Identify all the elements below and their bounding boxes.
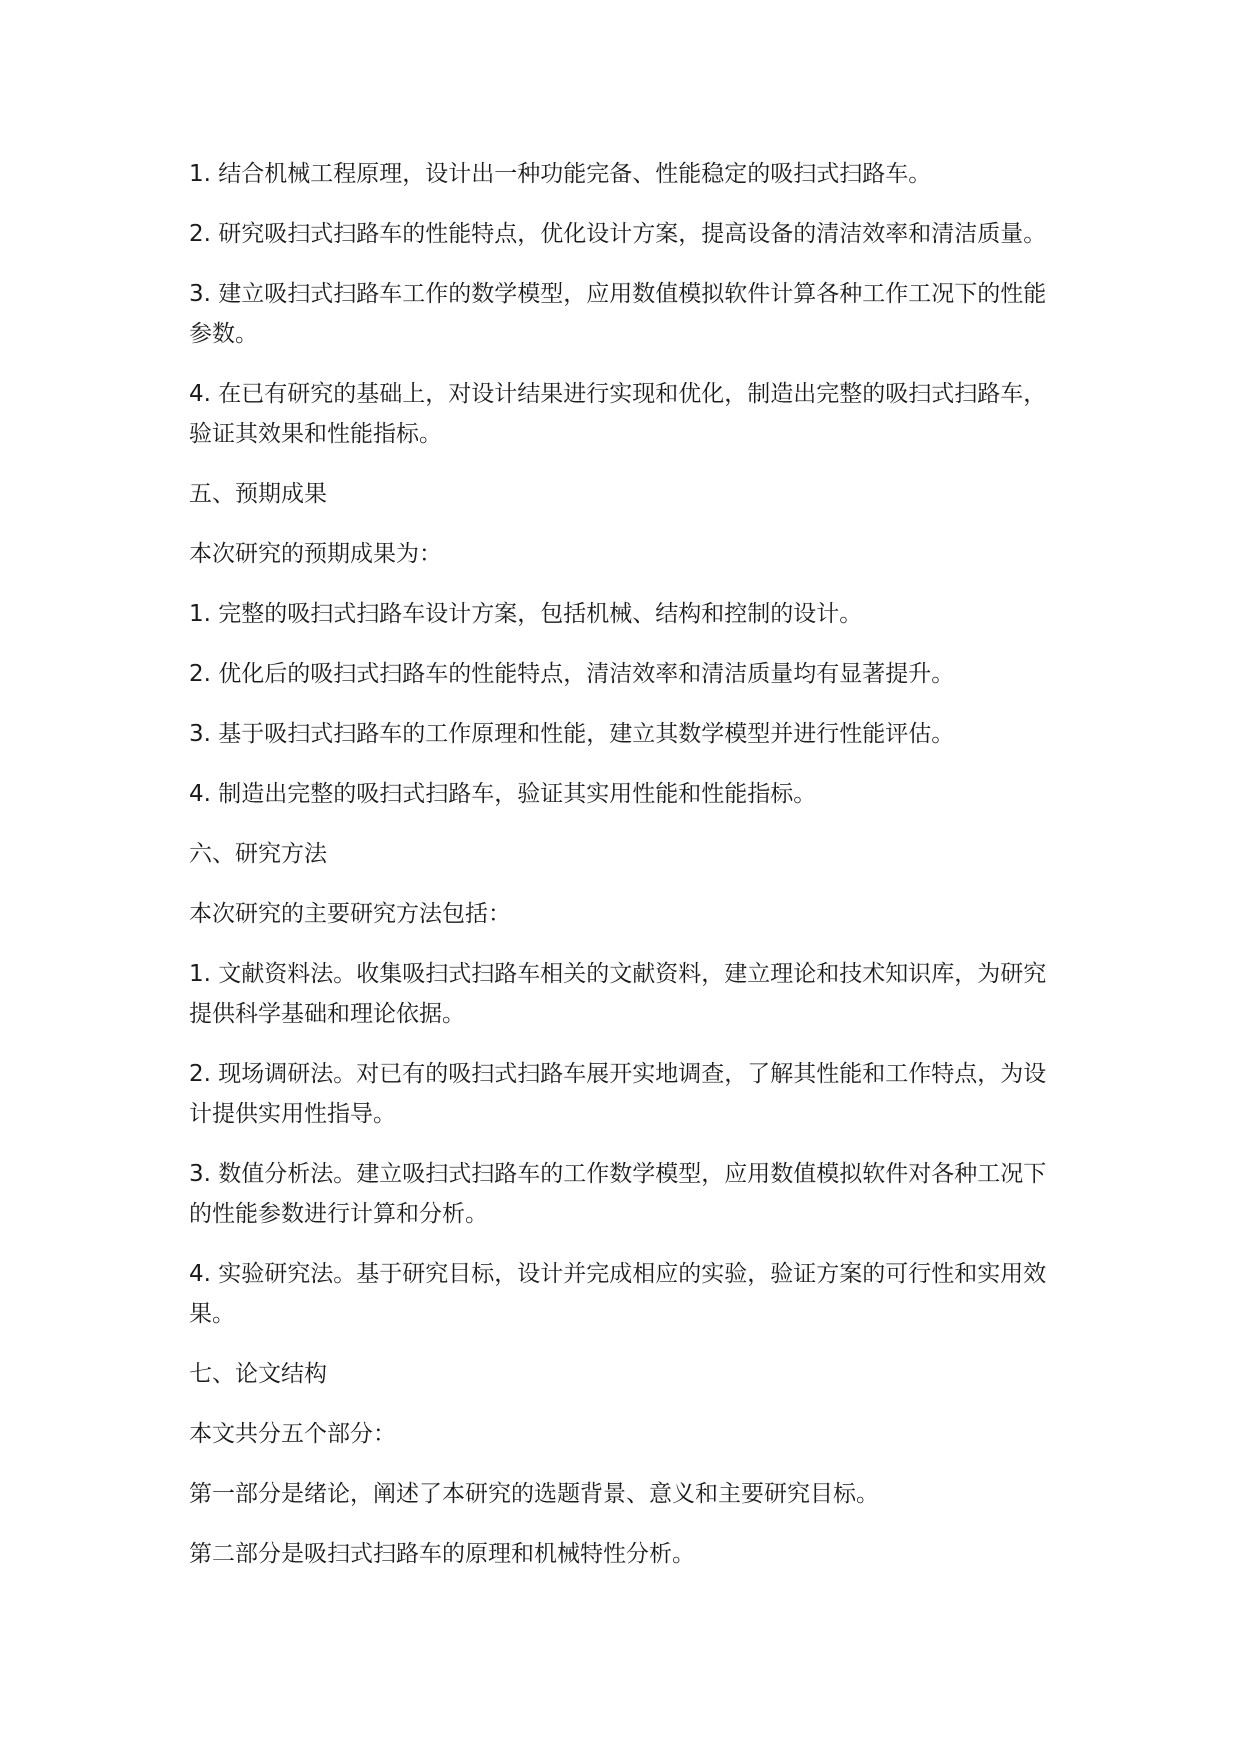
expected-result-item-3: 3. 基于吸扫式扫路车的工作原理和性能，建立其数学模型并进行性能评估。	[189, 721, 955, 747]
objective-item-4: 4. 在已有研究的基础上，对设计结果进行实现和优化，制造出完整的吸扫式扫路车，验证其效果和性能指标。	[189, 381, 1047, 447]
expected-result-item-1: 1. 完整的吸扫式扫路车设计方案，包括机械、结构和控制的设计。	[189, 601, 863, 627]
objective-item-1: 1. 结合机械工程原理，设计出一种功能完备、性能稳定的吸扫式扫路车。	[189, 161, 932, 187]
section-heading-thesis-structure: 七、论文结构	[189, 1361, 327, 1387]
document-body	[189, 154, 1051, 1594]
expected-results-intro: 本次研究的预期成果为：	[189, 541, 442, 567]
thesis-structure-intro: 本文共分五个部分：	[189, 1421, 396, 1447]
expected-result-item-4: 4. 制造出完整的吸扫式扫路车，验证其实用性能和性能指标。	[189, 781, 817, 807]
expected-result-item-2: 2. 优化后的吸扫式扫路车的性能特点，清洁效率和清洁质量均有显著提升。	[189, 661, 955, 687]
method-item-1: 1. 文献资料法。收集吸扫式扫路车相关的文献资料，建立理论和技术知识库，为研究提供科学基础和理论依据。	[189, 961, 1047, 1027]
structure-part-2: 第二部分是吸扫式扫路车的原理和机械特性分析。	[189, 1541, 695, 1567]
research-methods-intro: 本次研究的主要研究方法包括：	[189, 901, 511, 927]
section-heading-research-methods: 六、研究方法	[189, 841, 327, 867]
section-heading-expected-results: 五、预期成果	[189, 481, 327, 507]
method-item-3: 3. 数值分析法。建立吸扫式扫路车的工作数学模型，应用数值模拟软件对各种工况下的性能参数进行计算和分析。	[189, 1161, 1047, 1227]
objective-item-2: 2. 研究吸扫式扫路车的性能特点，优化设计方案，提高设备的清洁效率和清洁质量。	[189, 221, 1047, 247]
method-item-4: 4. 实验研究法。基于研究目标，设计并完成相应的实验，验证方案的可行性和实用效果。	[189, 1261, 1047, 1327]
structure-part-1: 第一部分是绪论，阐述了本研究的选题背景、意义和主要研究目标。	[189, 1481, 879, 1507]
objective-item-3: 3. 建立吸扫式扫路车工作的数学模型，应用数值模拟软件计算各种工作工况下的性能参数。	[189, 281, 1047, 347]
method-item-2: 2. 现场调研法。对已有的吸扫式扫路车展开实地调查，了解其性能和工作特点，为设计提供实用性指导。	[189, 1061, 1047, 1127]
